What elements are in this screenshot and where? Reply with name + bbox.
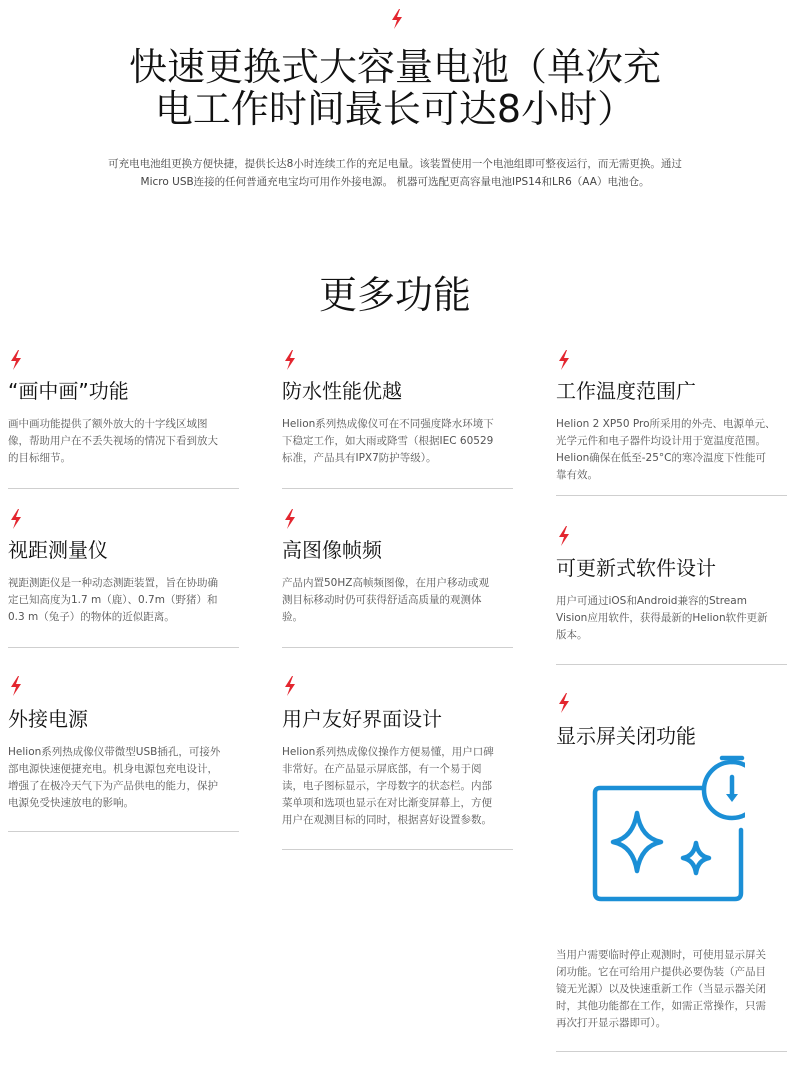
lightning-icon: [390, 9, 404, 29]
feature-title: 高图像帧频: [282, 538, 382, 562]
divider: [282, 647, 513, 648]
section-title: 更多功能: [318, 273, 471, 317]
divider: [556, 495, 787, 496]
lightning-icon: [283, 509, 297, 529]
feature-desc: Helion系列热成像仪可在不同强度降水环境下 下稳定工作，如大雨或降雪（根据IEC 60529 标准，产品具有IPX7防护等级）。: [282, 418, 494, 464]
hero-title-line2: 电工作时间最长可达8小时）: [154, 87, 636, 131]
feature-title: 外接电源: [8, 707, 88, 731]
feature-desc: 画中画功能提供了额外放大的十字线区域图 像，帮助用户在不丢失视场的情况下看到放大 的目标细节。: [8, 418, 218, 464]
feature-title: 防水性能优越: [282, 379, 402, 403]
feature-title: 视距测量仪: [8, 538, 108, 562]
lightning-icon: [283, 350, 297, 370]
feature-desc: 产品内置50HZ高帧频图像，在用户移动或观 测目标移动时仍可获得舒适高质量的观测体 验。: [282, 577, 489, 623]
feature-title: 工作温度范围广: [556, 379, 696, 403]
hero-desc-line2: Micro USB连接的任何普通充电宝均可用作外接电源。 机器可选配更高容量电池IPS14和LR6（AA）电池仓。: [140, 176, 650, 188]
feature-desc: Helion系列热成像仪操作方便易懂，用户口碑 非常好。在产品显示屏底部，有一个易于阅 读，电子图标显示，字母数字的状态栏。内部 菜单项和选项也显示在对比渐变屏幕上，方便 用户在观测目标的同时，根据喜好设置参数。: [282, 746, 494, 826]
divider: [282, 488, 513, 489]
lightning-icon: [557, 350, 571, 370]
feature-desc: Helion 2 XP50 Pro所采用的外壳、电源单元、 光学元件和电子器件均设计用于宽温度范围。 Helion确保在低至-25°C的寒冷温度下性能可 靠有效。: [556, 418, 776, 481]
divider: [8, 647, 239, 648]
lightning-icon: [557, 526, 571, 546]
feature-title: 可更新式软件设计: [556, 556, 716, 580]
lightning-icon: [283, 676, 297, 696]
divider: [8, 488, 239, 489]
hero-desc-line1: 可充电电池组更换方便快捷，提供长达8小时连续工作的充足电量。该装置使用一个电池组即可整夜运行，而无需更换。通过: [108, 158, 682, 170]
feature-title: “画中画”功能: [8, 379, 129, 403]
lightning-icon: [557, 693, 571, 713]
divider: [556, 1051, 787, 1052]
feature-title: 显示屏关闭功能: [556, 724, 696, 748]
hero-description: [0, 155, 790, 191]
lightning-icon: [9, 676, 23, 696]
feature-desc: 视距测距仪是一种动态测距装置，旨在协助确 定已知高度为1.7 m（鹿）、0.7m（野猪）和 0.3 m（兔子）的物体的近似距离。: [8, 577, 218, 623]
divider: [8, 831, 239, 832]
feature-desc: Helion系列热成像仪带微型USB插孔，可接外 部电源快速便捷充电。机身电源包充电设计， 增强了在极冷天气下为产品供电的能力，保护 电源免受快速放电的影响。: [8, 746, 221, 809]
divider: [282, 849, 513, 850]
hero-title: [0, 46, 790, 130]
hero-title-line1: 快速更换式大容量电池（单次充: [128, 45, 661, 89]
lightning-icon: [9, 509, 23, 529]
lightning-icon: [9, 350, 23, 370]
feature-desc: 用户可通过iOS和Android兼容的Stream Vision应用软件，获得最新的Helion软件更新 版本。: [556, 595, 768, 641]
divider: [556, 664, 787, 665]
feature-desc: 当用户需要临时停止观测时，可使用显示屏关 闭功能。它在可给用户提供必要伪装（产品目 镜无光源）以及快速重新工作（当显示器关闭 时，其他功能都在工作，如需正常操作，只需 再次打开显示器即可）。: [556, 949, 766, 1029]
screen-off-timer-icon: [590, 755, 745, 905]
feature-title: 用户友好界面设计: [282, 707, 442, 731]
